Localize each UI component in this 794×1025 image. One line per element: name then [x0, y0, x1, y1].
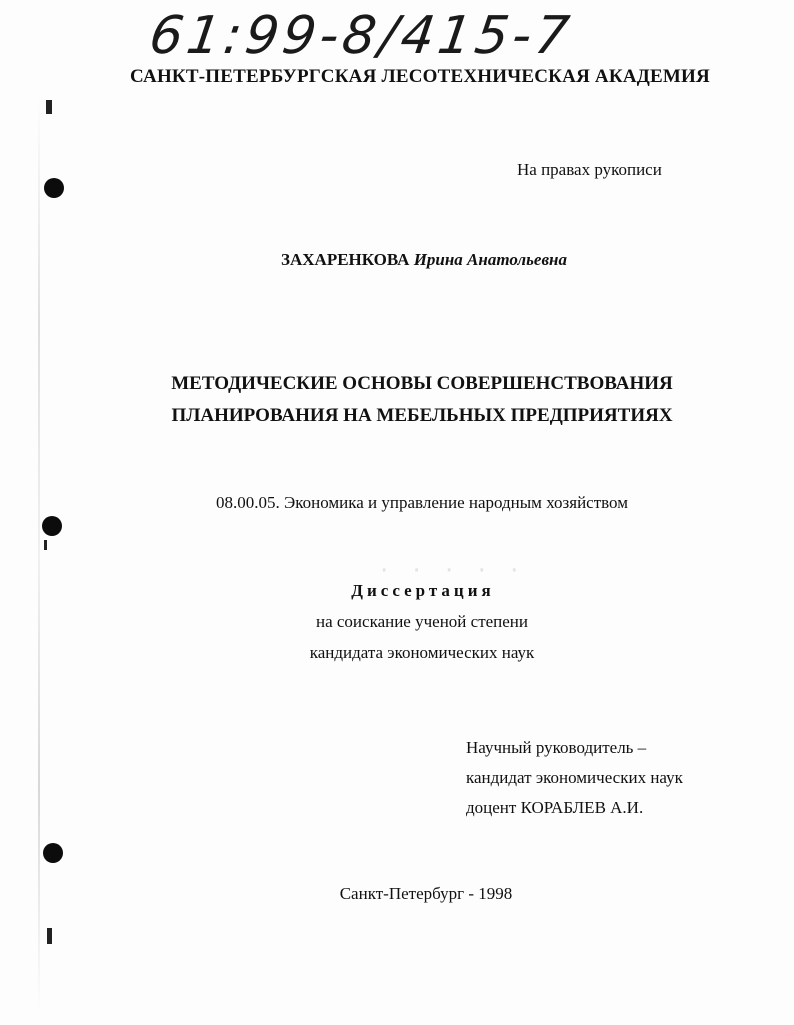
manuscript-note: На правах рукописи [517, 160, 662, 179]
binding-hole [44, 178, 64, 198]
title-line: ПЛАНИРОВАНИЯ НА МЕБЕЛЬНЫХ ПРЕДПРИЯТИЯХ [171, 405, 673, 426]
binding-hole [42, 516, 62, 536]
advisor-line: кандидат экономических наук [466, 768, 683, 787]
scan-speck [47, 928, 52, 944]
dissertation-type: Диссертация [351, 581, 495, 600]
degree-line: кандидата экономических наук [309, 643, 535, 662]
faint-stamp-ghost: · · · · · [380, 556, 527, 586]
handwritten-catalog-code: 61:99-8/415-7 [145, 6, 577, 66]
place-and-year: Санкт-Петербург - 1998 [339, 884, 513, 903]
author-name [0, 250, 794, 270]
author-surname: ЗАХАРЕНКОВА [281, 250, 410, 269]
advisor-line: Научный руководитель – [466, 738, 647, 757]
dissertation-title [0, 368, 794, 432]
specialty-code: 08.00.05. Экономика и управление народным хозяйством [216, 493, 628, 512]
scan-speck [44, 540, 47, 550]
binding-margin-shadow [38, 95, 40, 1015]
scan-speck [46, 100, 52, 114]
binding-hole [43, 843, 63, 863]
scientific-advisor [466, 733, 683, 823]
advisor-line: доцент КОРАБЛЕВ А.И. [466, 798, 644, 817]
title-line: МЕТОДИЧЕСКИЕ ОСНОВЫ СОВЕРШЕНСТВОВАНИЯ [171, 373, 673, 394]
author-given-names: Ирина Анатольевна [413, 250, 567, 269]
institution-name: САНКТ-ПЕТЕРБУРГСКАЯ ЛЕСОТЕХНИЧЕСКАЯ АКАДЕМИЯ [130, 66, 710, 87]
degree-line: на соискание ученой степени [315, 612, 529, 631]
